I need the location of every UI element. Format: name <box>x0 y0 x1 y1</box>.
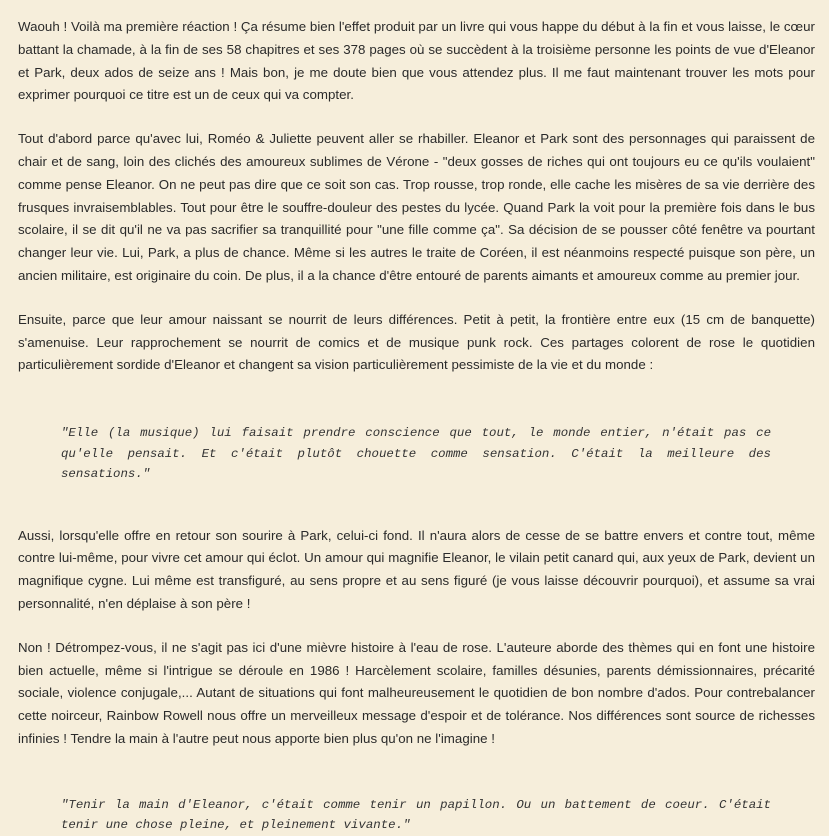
paragraph-love: Aussi, lorsqu'elle offre en retour son sourire à Park, celui-ci fond. Il n'aura alors de cesse de se battre envers et contre tout, même contre lui-même, pour vivre cet amour qui éclot. Un amour qui magnifie Eleanor, le vilain petit canard qui, aux yeux de Park, devient un magnifique cygne. Lui même est transfiguré, au sens propre et au sens figuré (je vous laisse découvrir pourquoi), et assume sa vrai personnalité, n'en déplaise à son père ! <box>18 527 815 612</box>
paragraph-differences: Ensuite, parce que leur amour naissant se nourrit de leurs différences. Petit à petit, la frontière entre eux (15 cm de banquette) s'amenuise. Leur rapprochement se nourrit de comics et de musique punk rock. Ces partages colorent de rose le quotidien particulièrement sordide d'Eleanor et changent sa vision particulièrement pessimiste de la vie et du monde : <box>18 311 815 373</box>
paragraph-characters: Tout d'abord parce qu'avec lui, Roméo & Juliette peuvent aller se rhabiller. Eleanor et Park sont des personnages qui paraissent de chair et de sang, loin des clichés des amoureux sublimes de Vérone - "deux gosses de riches qui ont toujours eu ce qu'ils voulaient" comme pense Eleanor. On ne peut pas dire que ce soit son cas. Trop rousse, trop ronde, elle cache les misères de sa vie derrière des frusques invraisemblables. Tout pour être le souffre-douleur des pestes du lycée. Quand Park la voit pour la première fois dans le bus scolaire, il se dit qu'il ne va pas sacrifier sa tranquillité pour "une fille comme ça". Sa décision de se pousser côté fenêtre va pourtant changer leur vie. Lui, Park, a plus de chance. Même si les autres le traite de Coréen, il est néanmoins respecté puisque son père, un ancien militaire, est originaire du coin. De plus, il a la chance d'être entouré de parents aimants et amoureux comme au premier jour. <box>18 131 815 283</box>
quote-butterfly: "Tenir la main d'Eleanor, c'était comme tenir un papillon. Ou un battement de coeur. C'était tenir une chose pleine, et pleinement vivante." <box>61 797 771 833</box>
paragraph-intro: Waouh ! Voilà ma première réaction ! Ça résume bien l'effet produit par un livre qui vous happe du début à la fin et vous laisse, le cœur battant la chamade, à la fin de ses 58 chapitres et ses 378 pages où se succèdent à la troisième personne les points de vue d'Eleanor et Park, deux ados de seize ans ! Mais bon, je me doute bien que vous attendez plus. Il me faut maintenant trouver les mots pour exprimer pourquoi ce titre est un de ceux qui va compter. <box>18 19 815 103</box>
quote-music: "Elle (la musique) lui faisait prendre conscience que tout, le monde entier, n'était pas ce qu'elle pensait. Et c'était plutôt chouette comme sensation. C'était la meilleure des sensations." <box>61 426 771 482</box>
paragraph-themes: Non ! Détrompez-vous, il ne s'agit pas ici d'une mièvre histoire à l'eau de rose. L'auteure aborde des thèmes qui en font une histoire bien actuelle, même si l'intrigue se déroule en 1986 ! Harcèlement scolaire, familles désunies, parents démissionnaires, précarité sociale, violence conjugale,... Autant de situations qui font malheureusement le quotidien de bon nombre d'ados. Pour contrebalancer cette noirceur, Rainbow Rowell nous offre un merveilleux message d'espoir et de tolérance. Nos différences sont source de richesses infinies ! Tendre la main à l'autre peut nous apporte bien plus qu'on ne l'imagine ! <box>18 639 815 747</box>
